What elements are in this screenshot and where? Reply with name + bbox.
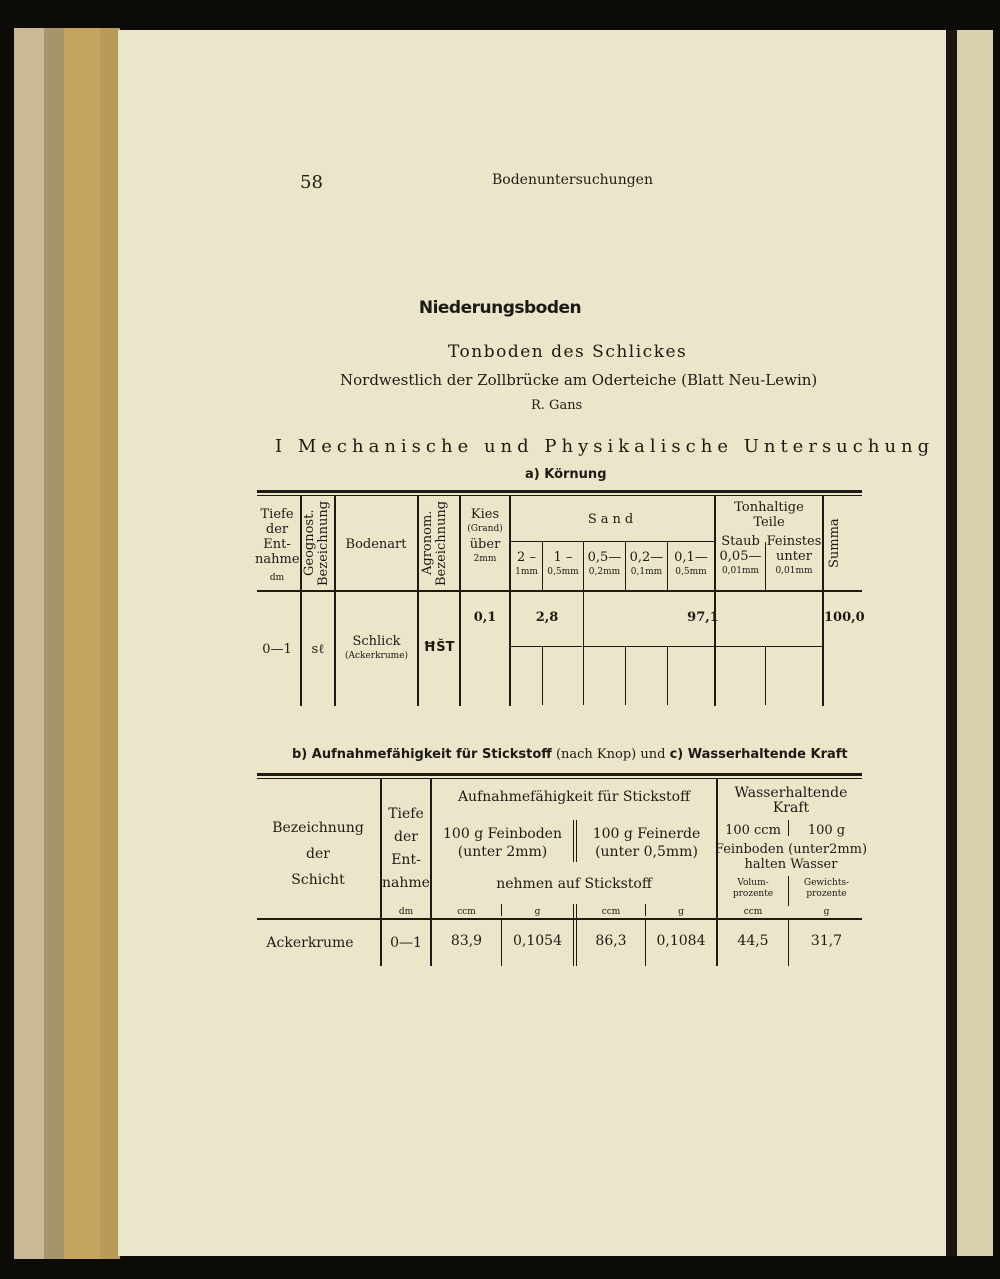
- cell-geognost: sℓ: [311, 642, 325, 657]
- header-gewicht: Gewichts- prozente: [803, 878, 850, 899]
- unit-dm: dm: [398, 907, 414, 917]
- header-nehmen: nehmen auf Stickstoff: [496, 876, 652, 892]
- unit: ccm: [601, 907, 621, 917]
- header-feinboden: 100 g Feinboden (unter 2mm): [443, 826, 562, 860]
- header-wasser-sub: 100 ccm: [725, 823, 781, 838]
- cell-value: 31,7: [810, 933, 843, 949]
- cell-agronom: ĦŠT: [423, 640, 455, 655]
- header-tiefe: Tiefe der Ent- nahme dm: [255, 507, 300, 583]
- cell-value: 0,1054: [513, 933, 562, 949]
- unit: g: [823, 907, 830, 917]
- section-heading: I Mechanische und Physikalische Untersuchung: [275, 436, 935, 457]
- header-feinerde: 100 g Feinerde (unter 0,5mm): [592, 826, 701, 860]
- header-tiefe-b: Tiefe der Ent- nahme: [382, 806, 430, 891]
- header-feinstes: Feinstes unter 0,01mm: [766, 534, 822, 576]
- unit: g: [678, 907, 684, 917]
- cell-tiefe: 0—1: [262, 642, 292, 657]
- header-tonhaltige: Tonhaltige Teile: [734, 500, 804, 530]
- table-b-heading: b) Aufnahmefähigkeit für Stickstoff (nach Knop) und c) Wasserhaltende Kraft: [292, 747, 848, 762]
- gutter: [946, 30, 957, 1256]
- subtitle: Tonboden des Schlickes: [448, 342, 688, 362]
- header-sand-col: 2 – 1mm: [515, 550, 538, 577]
- cell-ton-total: 97,1: [687, 610, 719, 625]
- page-title: Niederungsboden: [418, 298, 582, 318]
- unit: ccm: [743, 907, 763, 917]
- header-sand-col: 0,2— 0,1mm: [629, 550, 664, 577]
- header-kies: Kies (Grand) über 2mm: [467, 507, 503, 564]
- cell-schicht: Ackerkrume: [266, 935, 354, 951]
- header-wasser: Wasserhaltende Kraft: [734, 785, 848, 816]
- book-edge: [14, 28, 44, 1259]
- header-wasser-sub2: Feinboden (unter2mm) halten Wasser: [714, 842, 868, 872]
- table-a-heading: a) Körnung: [525, 467, 607, 482]
- cell-value: 0,1084: [656, 933, 706, 949]
- header-sand-col: 0,1— 0,5mm: [674, 550, 708, 577]
- header-sand: Sand: [587, 512, 638, 527]
- cell-value: 83,9: [450, 933, 483, 949]
- header-volum: Volum- prozente: [732, 878, 774, 899]
- cell-bodenart: Schlick (Ackerkrume): [344, 634, 409, 661]
- header-sand-col: 0,5— 0,2mm: [587, 550, 622, 577]
- header-wasser-sub: 100 g: [807, 823, 846, 838]
- cell-value: 86,3: [595, 933, 627, 949]
- header-summa: Summa: [827, 518, 842, 568]
- header-aufnahme: Aufnahmefähigkeit für Stickstoff: [457, 789, 691, 805]
- running-head: Bodenuntersuchungen: [492, 172, 653, 188]
- unit: g: [534, 907, 541, 917]
- header-geognost: Geognost. Bezeichnung: [302, 500, 331, 586]
- cell-sand: 2,8: [535, 610, 559, 625]
- header-bezeichnung: Bezeichnung der Schicht: [272, 820, 364, 888]
- header-staub: Staub 0,05— 0,01mm: [719, 534, 762, 576]
- page-number: 58: [300, 172, 323, 193]
- book-edge: [64, 28, 100, 1259]
- next-page-edge: [957, 30, 993, 1256]
- cell-value: 44,5: [737, 933, 769, 949]
- header-agronom: Agronom. Bezeichnung: [420, 500, 449, 586]
- book-edge: [44, 28, 64, 1259]
- unit: ccm: [457, 907, 476, 917]
- header-bodenart: Bodenart: [345, 537, 407, 552]
- author: R. Gans: [531, 398, 583, 413]
- page: [118, 30, 950, 1256]
- header-sand-col: 1 – 0,5mm: [547, 550, 579, 577]
- book-edge: [100, 28, 120, 1259]
- cell-tiefe-b: 0—1: [390, 935, 422, 951]
- cell-summa: 100,0: [824, 610, 865, 625]
- cell-kies: 0,1: [473, 610, 497, 625]
- location: Nordwestlich der Zollbrücke am Oderteiche (Blatt Neu-Lewin): [340, 371, 818, 389]
